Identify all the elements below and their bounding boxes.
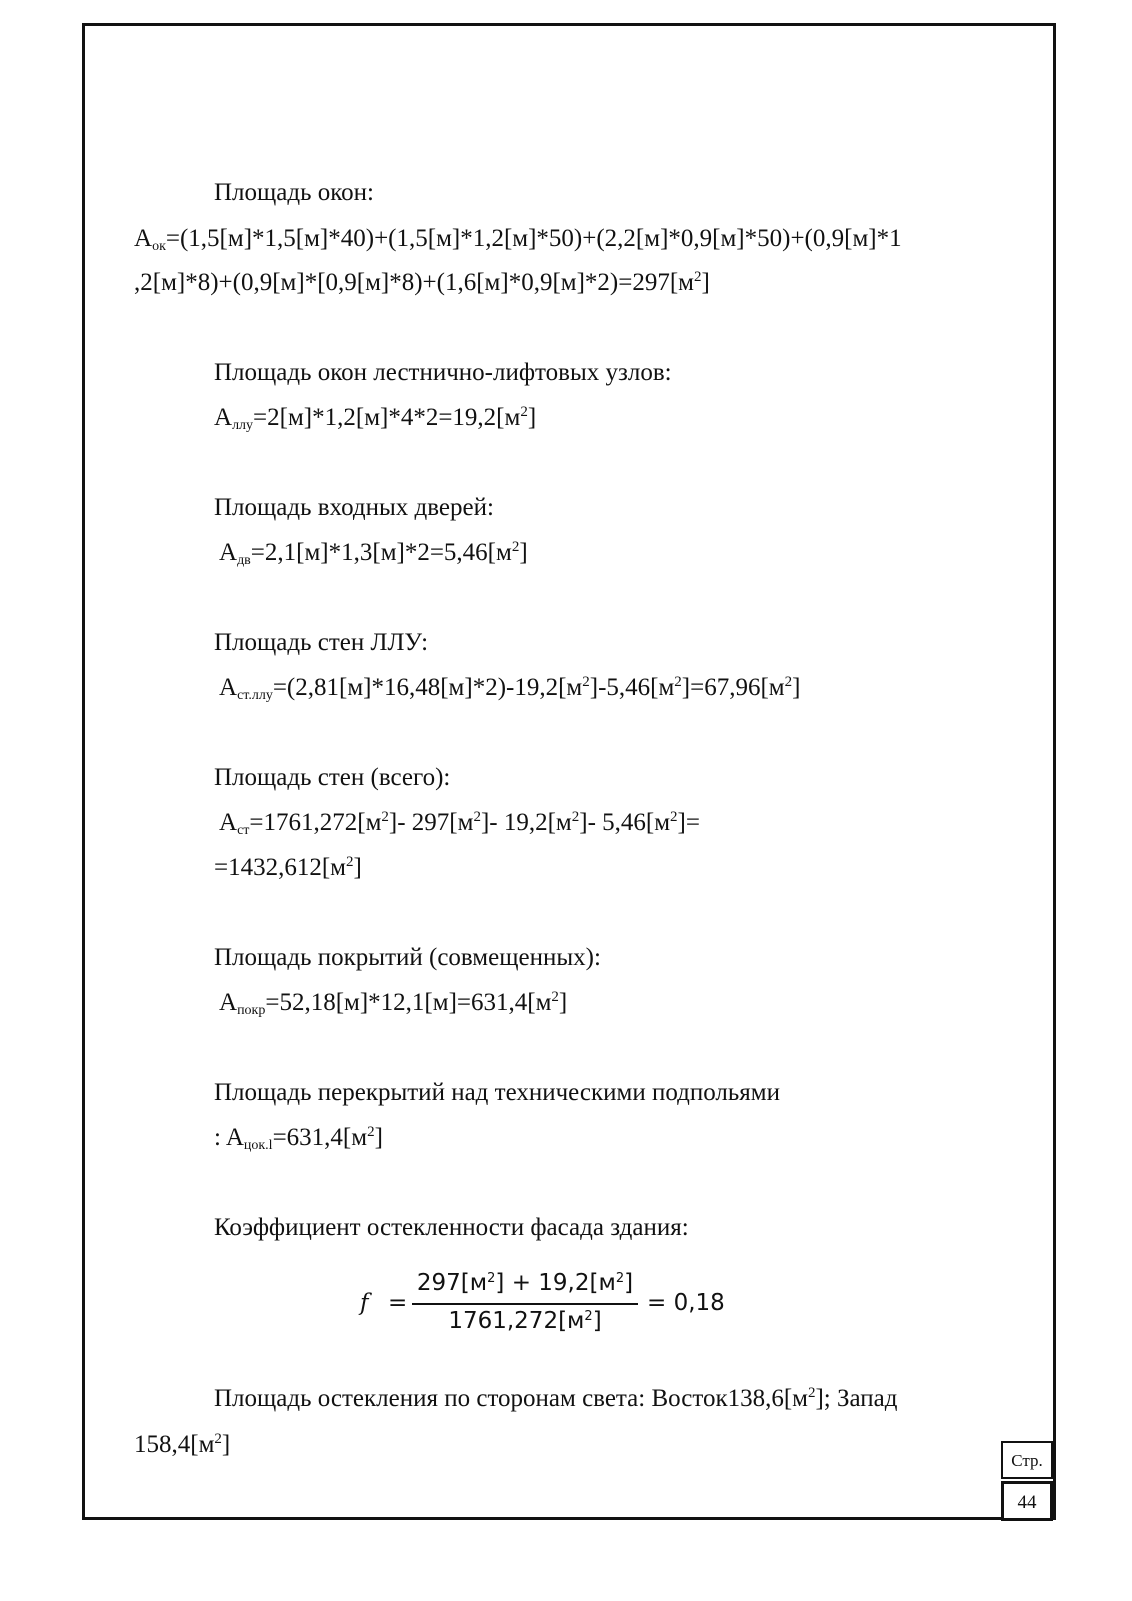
glazing-formula <box>360 1270 740 1340</box>
page-label: Стр. <box>1001 1441 1053 1479</box>
roof-heading: Площадь покрытий (совмещенных): <box>214 944 601 971</box>
llu-walls-heading: Площадь стен ЛЛУ: <box>214 629 429 656</box>
stair-windows-heading: Площадь окон лестнично-лифтовых узлов: <box>214 359 672 386</box>
walls-formula: $A_{ст}=1761,272[м^2]-$ $297[м^2]-$ $19,2[м^2]-$ $5,46[м^2]=$ <box>219 809 700 838</box>
sides-glazing-line2: $158,4[м^2]$ <box>134 1431 231 1458</box>
doors-heading: Площадь входных дверей: <box>214 494 494 521</box>
llu-walls-formula: $A_{ст.ллу}=(2,81[м]*16,48[м]*2)-19,2[м^2]-5,46[м^2]=67,96[м^2]$ <box>219 674 801 703</box>
slab-heading: Площадь перекрытий над техническими подпольями <box>214 1079 780 1106</box>
formula-variable: f <box>360 1290 369 1316</box>
formula-denominator: $1761,272[м^2]$ <box>448 1308 602 1334</box>
slab-formula: : $A_{цок.l}=631,4[м^2]$ <box>214 1124 383 1153</box>
glazing-heading: Коэффициент остекленности фасада здания: <box>214 1214 689 1241</box>
windows-heading: Площадь окон: <box>214 179 374 206</box>
page-number: 44 <box>1001 1481 1053 1521</box>
sides-glazing-line1: Площадь остекления по сторонам света: $Восток138,6[м^2]$; Запад <box>214 1385 898 1412</box>
formula-numerator: $297[м^2] + 19,2[м^2]$ <box>416 1270 634 1296</box>
walls-result: $=1432,612[м^2]$ <box>214 854 362 881</box>
formula-equals: = <box>388 1290 408 1316</box>
fraction-bar <box>412 1303 638 1305</box>
windows-formula-line1: $A_{ок}=(1,5[м]*1,5[м]*40)+(1,5[м]*1,2[м]*50)+(2,2[м]*0,9[м]*50)+(0,9[м]*1$ <box>134 225 902 254</box>
roof-formula: $A_{покр}=52,18[м]*12,1[м]=631,4[м^2]$ <box>219 989 568 1018</box>
formula-result: = 0,18 <box>647 1290 725 1316</box>
doors-formula: $A_{дв}=2,1[м]*1,3[м]*2=5,46[м^2]$ <box>219 539 528 568</box>
walls-heading: Площадь стен (всего): <box>214 764 451 791</box>
windows-formula-line2: $,2[м]*8)+(0,9[м]*[0,9[м]*8)+(1,6[м]*0,9[м]*2)=297[м^2]$ <box>134 269 710 296</box>
stair-windows-formula: $A_{ллу}=2[м]*1,2[м]*4*2=19,2[м^2]$ <box>214 404 537 433</box>
